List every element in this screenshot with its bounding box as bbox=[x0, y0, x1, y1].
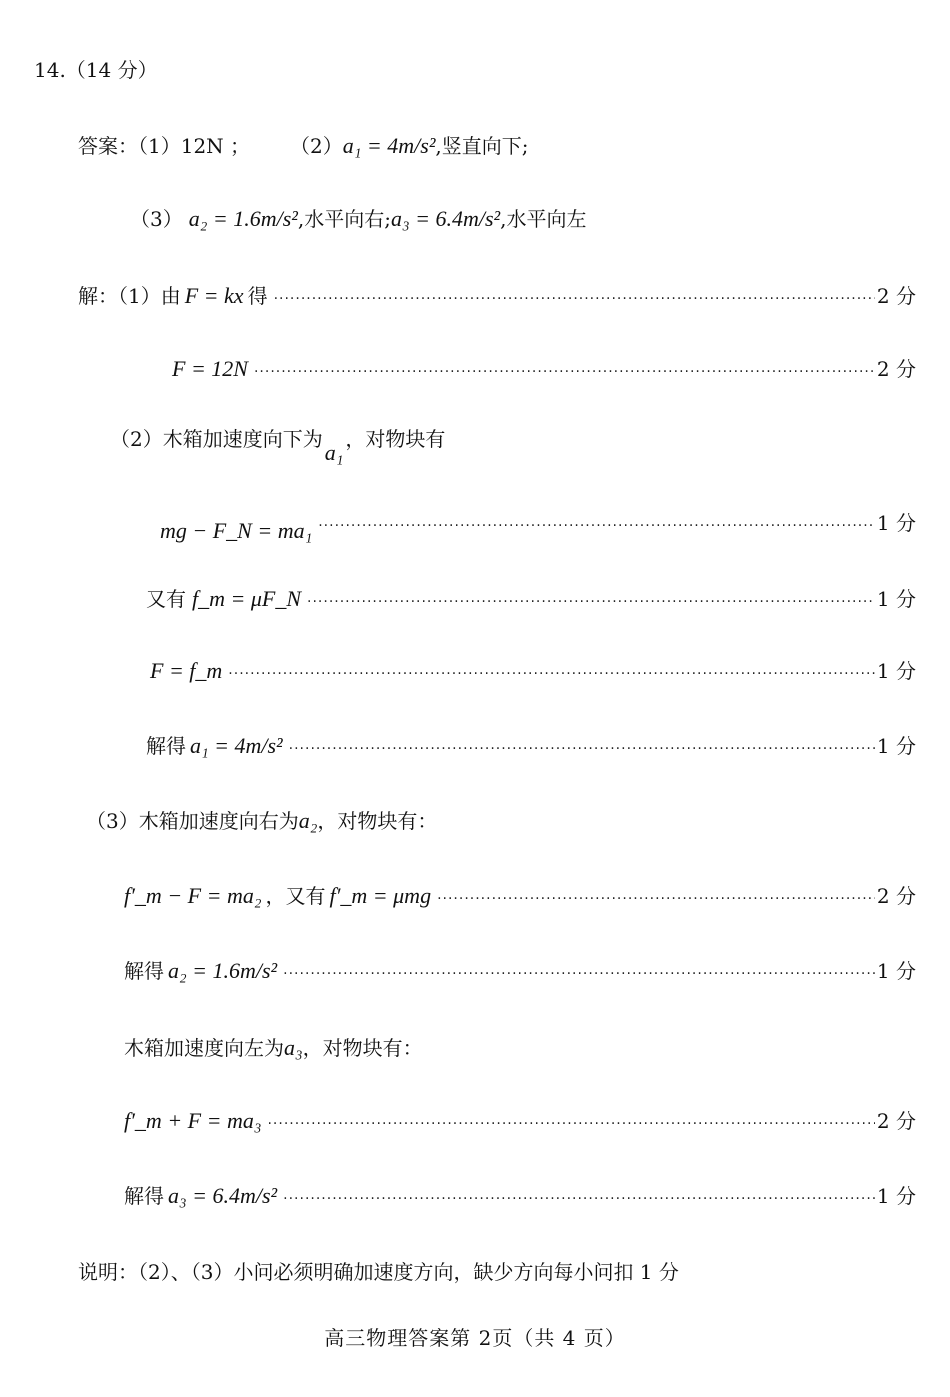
step-score: 1 分 bbox=[876, 659, 916, 683]
problem-header bbox=[34, 60, 158, 80]
step-score: 1 分 bbox=[876, 587, 916, 611]
answer-part3-label: （3） bbox=[130, 207, 183, 231]
step-equation: F = f_m bbox=[150, 658, 223, 683]
step-equation: f′_m + F = ma₃ bbox=[124, 1108, 262, 1133]
step-equation: f_m = μF_N bbox=[192, 586, 302, 611]
dot-leader bbox=[437, 892, 875, 906]
answer-part2-direction: ,竖直向下; bbox=[435, 134, 529, 158]
solution-step-6 bbox=[146, 735, 916, 757]
step-equation: F = kx bbox=[184, 283, 244, 308]
answer-part2-label: （2） bbox=[290, 134, 343, 158]
part-3-intro bbox=[86, 810, 437, 832]
step-equation: a₂ = 1.6m/s² bbox=[168, 958, 278, 983]
answer-part3-direction-2: ,水平向左 bbox=[500, 207, 587, 231]
step-text: ，又有 bbox=[265, 884, 326, 908]
dot-leader bbox=[289, 742, 875, 756]
step-equation: a₃ = 6.4m/s² bbox=[168, 1183, 278, 1208]
answer-part2-equation: a₁ = 4m/s² bbox=[342, 133, 436, 158]
part-intro-variable: a₃ bbox=[284, 1035, 303, 1060]
dot-leader bbox=[283, 967, 875, 981]
step-equation: a₁ = 4m/s² bbox=[190, 733, 283, 758]
answer-part3-direction-1: ,水平向右; bbox=[297, 207, 391, 231]
part-intro-text-end: ，对物块有 bbox=[345, 427, 446, 451]
step-text-suffix: 得 bbox=[247, 284, 268, 308]
step-equation: F = 12N bbox=[172, 356, 248, 381]
grading-note bbox=[78, 1262, 679, 1282]
step-equation: mg − F_N = ma₁ bbox=[160, 518, 313, 543]
step-score: 2 分 bbox=[876, 884, 916, 908]
step-text: 解得 bbox=[146, 734, 186, 758]
step-score: 1 分 bbox=[876, 959, 916, 983]
part-intro-text-end: ，对物块有： bbox=[317, 809, 438, 833]
dot-leader bbox=[228, 667, 875, 681]
problem-number: 14.（14 分） bbox=[34, 58, 158, 82]
part-intro-text: （2）木箱加速度向下为 bbox=[110, 427, 323, 451]
part-intro-variable: a₁ bbox=[324, 440, 344, 465]
dot-leader bbox=[267, 1117, 874, 1131]
part-intro-variable: a₂ bbox=[298, 808, 318, 833]
part-intro-text: 木箱加速度向左为 bbox=[124, 1036, 284, 1060]
dot-leader bbox=[318, 519, 875, 533]
page-footer bbox=[0, 1322, 950, 1351]
step-text: 解得 bbox=[124, 959, 164, 983]
footer-text: 高三物理答案第 2页（共 4 页） bbox=[324, 1326, 626, 1350]
solution-step-4 bbox=[146, 588, 916, 610]
step-score: 2 分 bbox=[876, 1109, 916, 1133]
step-equation: f′_m − F = ma₂ bbox=[124, 883, 262, 908]
answer-part1: 答案：（1）12N ； bbox=[78, 134, 251, 158]
step-text: 又有 bbox=[146, 587, 186, 611]
note-text: 说明：（2）、（3）小问必须明确加速度方向，缺少方向每小问扣 1 分 bbox=[78, 1260, 679, 1284]
part-intro-text: （3）木箱加速度向右为 bbox=[86, 809, 299, 833]
solution-step-10 bbox=[124, 1185, 916, 1207]
step-score: 2 分 bbox=[876, 357, 916, 381]
answer-part3-equation-2: a₃ = 6.4m/s² bbox=[391, 206, 501, 231]
step-score: 2 分 bbox=[876, 284, 916, 308]
step-equation-2: f′_m = μmg bbox=[329, 883, 432, 908]
part-intro-text-end: ，对物块有： bbox=[302, 1036, 423, 1060]
dot-leader bbox=[307, 595, 875, 609]
dot-leader bbox=[254, 365, 875, 379]
part-2-intro bbox=[110, 427, 446, 465]
solution-step-3 bbox=[160, 511, 916, 543]
dot-leader bbox=[283, 1192, 875, 1206]
solution-step-5 bbox=[150, 660, 916, 682]
step-text: 解：（1）由 bbox=[78, 284, 181, 308]
answer-line-2 bbox=[130, 208, 587, 230]
solution-step-9 bbox=[124, 1110, 916, 1132]
dot-leader bbox=[274, 292, 875, 306]
part-3b-intro bbox=[124, 1037, 423, 1059]
solution-step-8 bbox=[124, 960, 916, 982]
step-score: 1 分 bbox=[876, 1184, 916, 1208]
solution-step-2 bbox=[172, 358, 916, 380]
solution-step-1 bbox=[78, 285, 916, 307]
answer-part3-equation-1: a₂ = 1.6m/s² bbox=[188, 206, 298, 231]
answer-line-1 bbox=[78, 135, 529, 157]
step-text: 解得 bbox=[124, 1184, 164, 1208]
solution-step-7 bbox=[124, 885, 916, 907]
step-score: 1 分 bbox=[876, 511, 916, 535]
step-score: 1 分 bbox=[876, 734, 916, 758]
